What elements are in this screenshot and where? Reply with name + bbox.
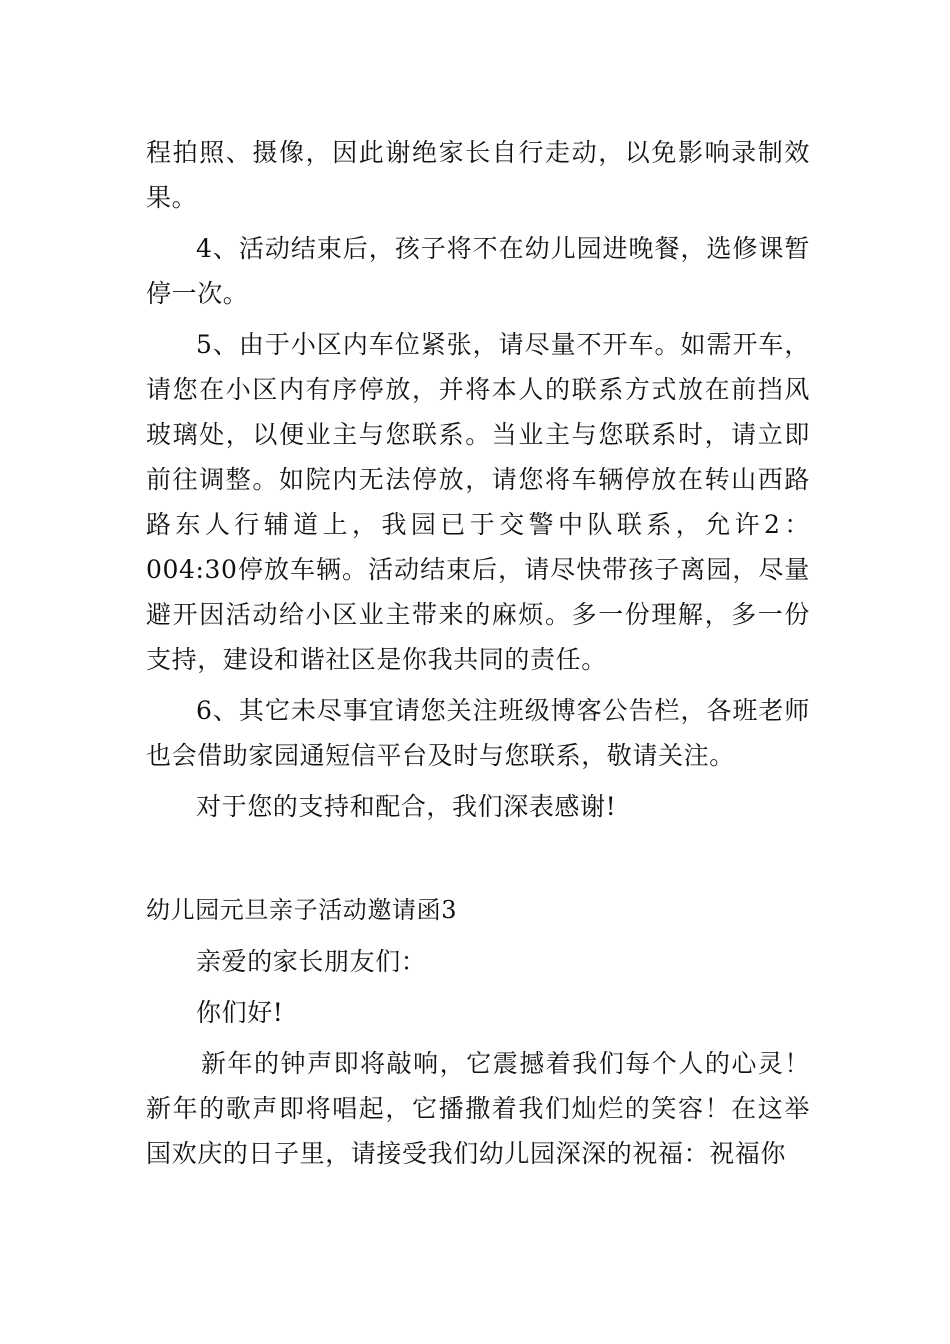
greeting-line: 你们好! — [196, 998, 284, 1027]
paragraph-item-4: 4、活动结束后，孩子将不在幼儿园进晚餐，选修课暂停一次。 — [146, 234, 810, 308]
paragraph-continued: 程拍照、摄像，因此谢绝家长自行走动，以免影响录制效果。 — [146, 138, 810, 212]
document-body — [146, 130, 810, 1182]
paragraph-item-6: 6、其它未尽事宜请您关注班级博客公告栏，各班老师也会借助家园通短信平台及时与您联系，敬请关注。 — [146, 696, 810, 770]
section-title: 幼儿园元旦亲子活动邀请函3 — [146, 896, 458, 924]
paragraph-item-5: 5、由于小区内车位紧张，请尽量不开车。如需开车，请您在小区内有序停放，并将本人的联系方式放在前挡风玻璃处，以便业主与您联系。当业主与您联系时，请立即前往调整。如院内无法停放，请您将车辆停放在转山西路路东人行辅道上，我园已于交警中队联系，允许2：004:30停放车辆。活动结束后，请尽快带孩子离园，尽量避开因活动给小区业主带来的麻烦。多一份理解，多一份支持，建设和谐社区是你我共同的责任。 — [146, 330, 810, 674]
thanks-line: 对于您的支持和配合，我们深表感谢! — [196, 792, 617, 821]
section-spacer — [146, 835, 810, 888]
invitation-body: 新年的钟声即将敲响，它震撼着我们每个人的心灵！新年的歌声即将唱起，它播撒着我们灿烂的笑容！在这举国欢庆的日子里，请接受我们幼儿园深深的祝福：祝福你 — [146, 1049, 810, 1168]
salutation-line: 亲爱的家长朋友们： — [196, 947, 427, 976]
